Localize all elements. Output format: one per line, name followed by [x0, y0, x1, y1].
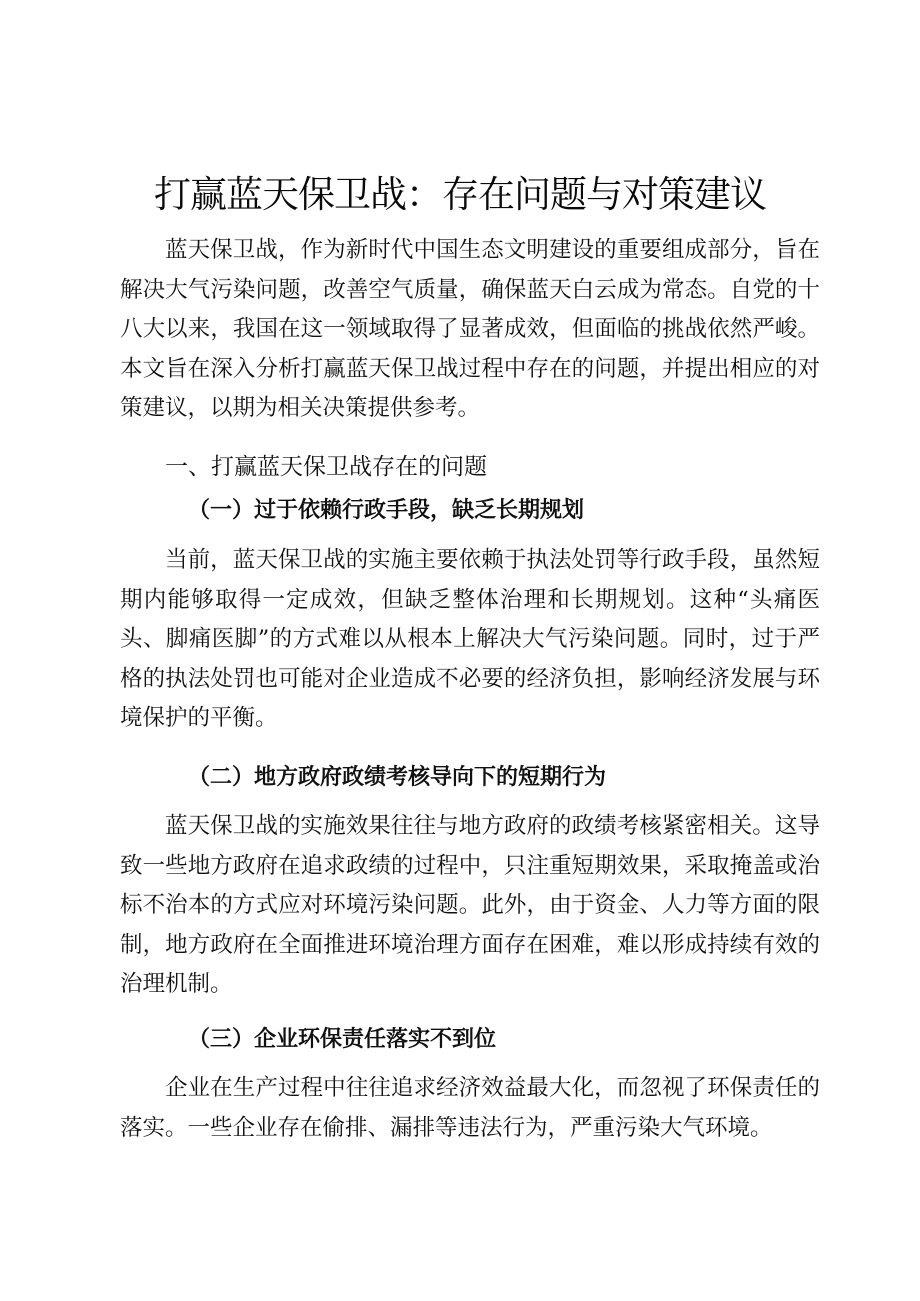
subsection-heading-2: （二）地方政府政绩考核导向下的短期行为 — [188, 764, 607, 790]
subsection-heading-1: （一）过于依赖行政手段，缺乏长期规划 — [188, 497, 585, 523]
subsection-body-3: 企业在生产过程中往往追求经济效益最大化，而忽视了环保责任的落实。一些企业存在偷排、漏排等违法行为，严重污染大气环境。 — [120, 1075, 820, 1141]
subsection-body-1: 当前，蓝天保卫战的实施主要依赖于执法处罚等行政手段，虽然短期内能够取得一定成效，但缺乏整体治理和长期规划。这种“头痛医头、脚痛医脚”的方式难以从根本上解决大气污染问题。同时，过于严格的执法处罚也可能对企业造成不必要的经济负担，影响经济发展与环境保护的平衡。 — [120, 547, 820, 731]
intro-paragraph: 蓝天保卫战，作为新时代中国生态文明建设的重要组成部分，旨在解决大气污染问题，改善空气质量，确保蓝天白云成为常态。自党的十八大以来，我国在这一领域取得了显著成效，但面临的挑战依然严峻。本文旨在深入分析打赢蓝天保卫战过程中存在的问题，并提出相应的对策建议，以期为相关决策提供参考。 — [120, 237, 820, 421]
subsection-heading-3: （三）企业环保责任落实不到位 — [188, 1026, 497, 1052]
document-title: 打赢蓝天保卫战：存在问题与对策建议 — [154, 173, 766, 216]
subsection-body-2: 蓝天保卫战的实施效果往往与地方政府的政绩考核紧密相关。这导致一些地方政府在追求政绩的过程中，只注重短期效果，采取掩盖或治标不治本的方式应对环境污染问题。此外，由于资金、人力等方面的限制，地方政府在全面推进环境治理方面存在困难，难以形成持续有效的治理机制。 — [120, 813, 820, 997]
section-heading-problems: 一、打赢蓝天保卫战存在的问题 — [165, 454, 487, 480]
